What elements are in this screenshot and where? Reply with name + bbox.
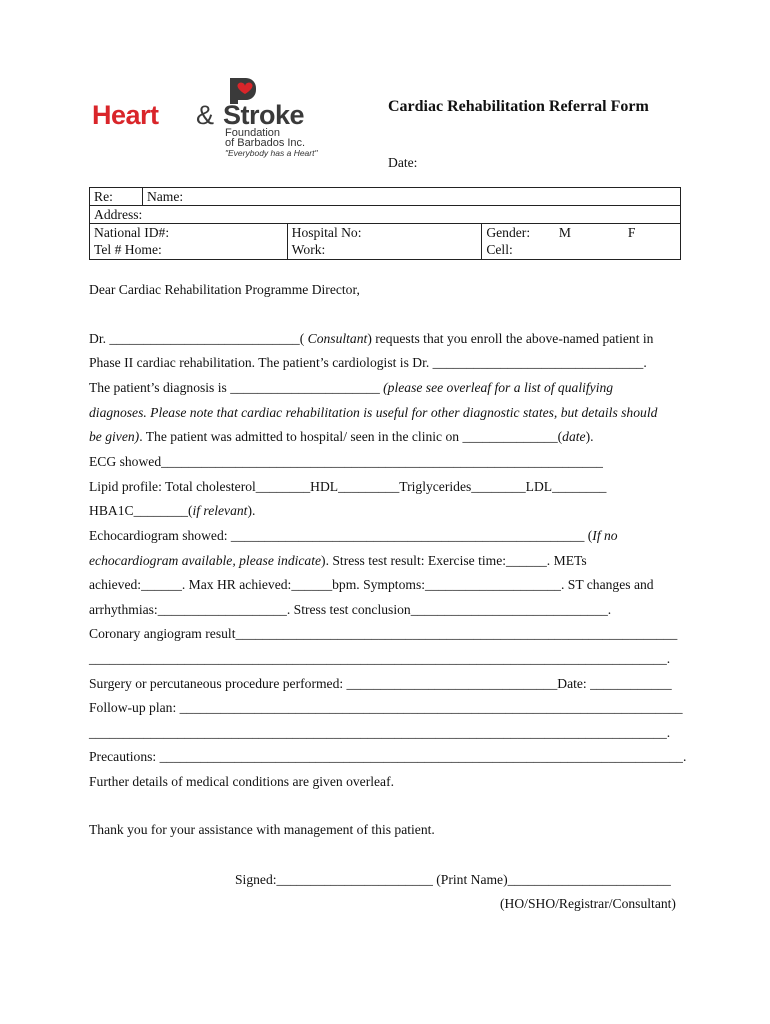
form-title: Cardiac Rehabilitation Referral Form bbox=[388, 98, 649, 115]
overleaf-note: Further details of medical conditions are given overleaf. bbox=[89, 774, 394, 789]
echo-line bbox=[89, 528, 618, 544]
role-line: (HO/SHO/Registrar/Consultant) bbox=[500, 896, 676, 911]
diagnosis-field[interactable]: The patient’s diagnosis is ______________________ bbox=[89, 380, 384, 395]
table-row bbox=[90, 242, 681, 260]
echo-note-cont: echocardiogram available, please indicate bbox=[89, 553, 322, 568]
gender-m-option[interactable]: M bbox=[558, 224, 572, 240]
hospital-no-cell[interactable]: Hospital No: bbox=[287, 224, 482, 242]
precautions-line[interactable]: Precautions: _____________________________________________________________________________. bbox=[89, 749, 687, 764]
arrhythmias-line[interactable]: arrhythmias:___________________. Stress test conclusion_____________________________. bbox=[89, 602, 612, 617]
logo-line-foundation: Foundation bbox=[225, 127, 281, 139]
table-row bbox=[90, 206, 681, 224]
echo-note: If no bbox=[592, 528, 618, 543]
lipid-line[interactable]: Lipid profile: Total cholesterol________HDL_________Triglycerides________LDL________ bbox=[89, 479, 607, 494]
consultant-label: Consultant bbox=[304, 331, 368, 346]
date-label: Date: bbox=[388, 155, 418, 170]
gender-f-option[interactable]: F bbox=[627, 224, 636, 240]
admission-field[interactable]: . The patient was admitted to hospital/ seen in the clinic on ______________( bbox=[139, 429, 563, 444]
follow-up-line-2[interactable]: _____________________________________________________________________________________. bbox=[89, 725, 671, 740]
cell-phone-cell[interactable]: Cell: bbox=[482, 242, 681, 260]
logo-word-heart: Heart bbox=[92, 100, 159, 130]
surgery-line[interactable]: Surgery or percutaneous procedure performed: _______________________________Date: ____________ bbox=[89, 676, 672, 691]
re-cell: Re: bbox=[90, 188, 143, 206]
address-cell[interactable]: Address: bbox=[90, 206, 681, 224]
enroll-text: ) requests that you enroll the above-named patient in bbox=[367, 331, 654, 346]
gender-cell[interactable] bbox=[482, 224, 681, 242]
patient-info-table bbox=[89, 187, 681, 260]
cardiologist-line[interactable]: Phase II cardiac rehabilitation. The patient’s cardiologist is Dr. _______________________________. bbox=[89, 355, 647, 370]
admission-line bbox=[89, 429, 594, 445]
angiogram-line-2[interactable]: _____________________________________________________________________________________. bbox=[89, 651, 671, 666]
tel-home-cell[interactable]: Tel # Home: bbox=[90, 242, 288, 260]
mets-line[interactable]: achieved:______. Max HR achieved:______bpm. Symptoms:____________________. ST changes and bbox=[89, 577, 654, 592]
diagnosis-line bbox=[89, 380, 613, 396]
logo-tagline: "Everybody has a Heart" bbox=[225, 148, 318, 158]
stress-test-line bbox=[89, 553, 587, 569]
logo bbox=[92, 76, 362, 158]
follow-up-line[interactable]: Follow-up plan: __________________________________________________________________________ bbox=[89, 700, 683, 715]
logo-ampersand: & bbox=[196, 100, 215, 130]
logo-word-stroke: Stroke bbox=[223, 100, 305, 130]
exercise-time-field[interactable]: ). Stress test result: Exercise time:______. METs bbox=[321, 553, 587, 568]
logo-line-barbados: of Barbados Inc. bbox=[225, 137, 306, 149]
angiogram-line[interactable]: Coronary angiogram result_________________________________________________________________ bbox=[89, 626, 678, 641]
consultant-line bbox=[89, 331, 653, 347]
gender-label: Gender: bbox=[486, 224, 531, 240]
hba1c-line bbox=[89, 503, 255, 519]
signature-line[interactable]: Signed:_______________________ (Print Name)________________________ bbox=[235, 872, 671, 887]
salutation: Dear Cardiac Rehabilitation Programme Director, bbox=[89, 282, 360, 297]
diagnosis-note: (please see overleaf for a list of qualifying bbox=[383, 380, 614, 395]
work-cell[interactable]: Work: bbox=[287, 242, 482, 260]
thanks-line: Thank you for your assistance with management of this patient. bbox=[89, 822, 435, 837]
name-cell[interactable]: Name: bbox=[142, 188, 680, 206]
table-row bbox=[90, 188, 681, 206]
table-row bbox=[90, 224, 681, 242]
echo-field[interactable]: Echocardiogram showed: ____________________________________________________ ( bbox=[89, 528, 593, 543]
diagnosis-note-cont: diagnoses. Please note that cardiac rehabilitation is useful for other diagnostic states, but details should bbox=[89, 405, 658, 420]
ecg-line[interactable]: ECG showed_________________________________________________________________ bbox=[89, 454, 603, 469]
if-relevant-hint: if relevant bbox=[192, 503, 248, 518]
national-id-cell[interactable]: National ID#: bbox=[90, 224, 288, 242]
admission-end: ). bbox=[585, 429, 594, 444]
hba1c-end: ). bbox=[247, 503, 256, 518]
diagnosis-note-end: be given) bbox=[89, 429, 140, 444]
consultant-field[interactable]: Dr. ____________________________( bbox=[89, 331, 305, 346]
date-hint: date bbox=[562, 429, 586, 444]
hba1c-field[interactable]: HBA1C________( bbox=[89, 503, 193, 518]
